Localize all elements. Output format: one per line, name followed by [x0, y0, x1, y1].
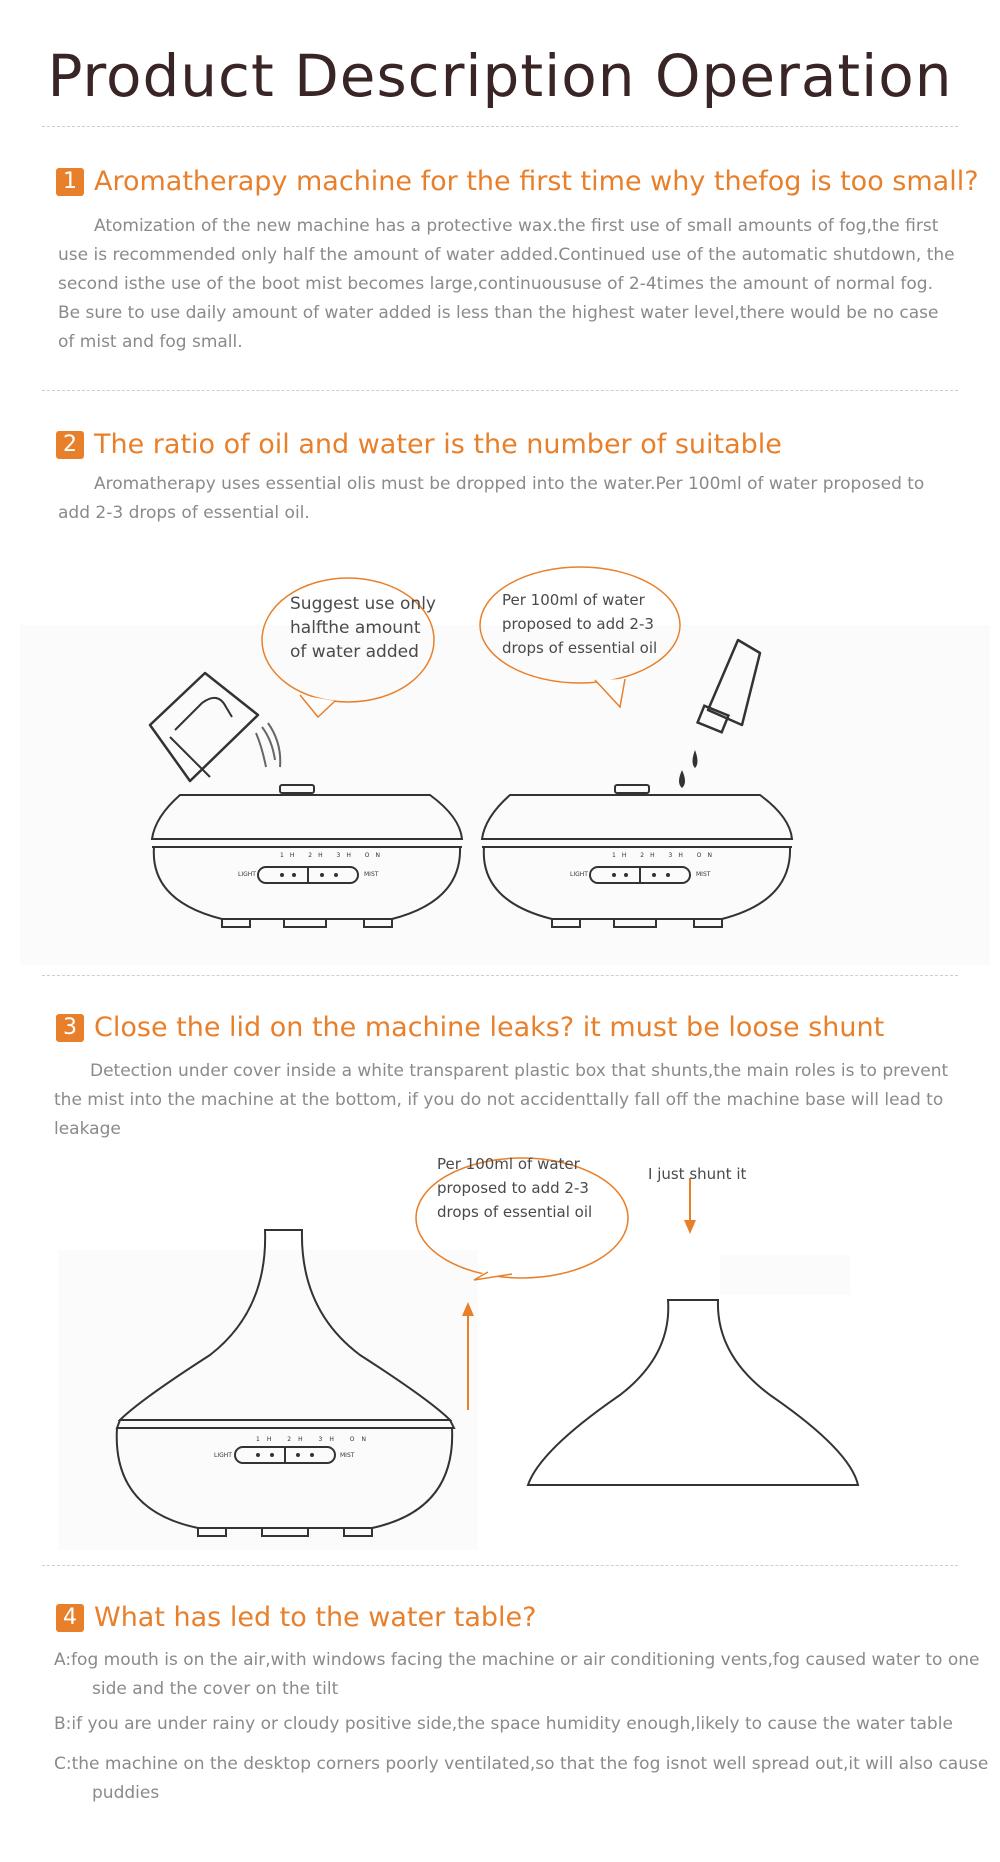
section-3-heading	[56, 1012, 884, 1043]
section-2-illustration	[0, 555, 1000, 975]
light-label-1: LIGHT	[238, 871, 256, 878]
section-2-title: The ratio of oil and water is the number of suitable	[94, 429, 782, 460]
bubble-oil-text: Per 100ml of water proposed to add 2-3 drops of essential oil	[502, 591, 658, 657]
section-2-body: Aromatherapy uses essential olis must be dropped into the water.Per 100ml of water proposed to add 2-3 drops of essential oil.	[58, 474, 925, 523]
mist-label-2: MIST	[696, 871, 711, 878]
timer-labels-2: 1H 2H 3H ON	[612, 852, 719, 859]
section-1-title: Aromatherapy machine for the first time why thefog is too small?	[94, 166, 979, 197]
section-1-heading	[56, 166, 979, 197]
section-1-body: Atomization of the new machine has a protective wax.the first use of small amounts of fog,the first use is recommended only half the amount of water added.Continued use of the automatic shutdown, the second isthe use of the boot mist becomes large,continuoususe of 2-4times the amount of normal fog. Be sure to use daily amount of water added is less than the highest water level,there would be no case of mist and fog small.	[58, 216, 955, 352]
shunt-label: I just shunt it	[648, 1165, 747, 1183]
mist-label-3: MIST	[340, 1452, 355, 1459]
timer-labels-3: 1H 2H 3H ON	[256, 1436, 374, 1443]
section-4-item-c: C:the machine on the desktop corners poorly ventilated,so that the fog isnot well spread out,it will also cause puddies	[54, 1754, 989, 1803]
divider	[42, 390, 958, 391]
mist-label-1: MIST	[364, 871, 379, 878]
section-4-item-a: A:fog mouth is on the air,with windows facing the machine or air conditioning vents,fog caused water to one side and the cover on the tilt	[54, 1650, 980, 1699]
light-label-2: LIGHT	[570, 871, 588, 878]
section-2-number: 2	[56, 431, 84, 459]
section-4-number: 4	[56, 1604, 84, 1632]
section-2-heading	[56, 429, 782, 460]
bubble-water-text: Suggest use only halfthe amount of water added	[290, 594, 436, 662]
section-3-number: 3	[56, 1014, 84, 1042]
section-1-number: 1	[56, 168, 84, 196]
section-3-body: Detection under cover inside a white transparent plastic box that shunts,the main roles is to prevent the mist into the machine at the bottom, if you do not accidenttally fall off the machine base will lead to leakage	[54, 1061, 949, 1139]
page-title: Product Description Operation	[47, 42, 953, 110]
light-label-3: LIGHT	[214, 1452, 232, 1459]
divider	[42, 975, 958, 976]
bubble-shunt-text: Per 100ml of water proposed to add 2-3 drops of essential oil	[437, 1155, 593, 1221]
timer-labels-1: 1H 2H 3H ON	[280, 852, 387, 859]
divider	[42, 126, 958, 127]
section-4-item-b: B:if you are under rainy or cloudy positive side,the space humidity enough,likely to cause the water table	[54, 1714, 953, 1734]
diffuser-cover	[528, 1300, 858, 1485]
section-4-heading	[56, 1602, 536, 1633]
down-arrow-icon	[684, 1178, 696, 1234]
section-3-title: Close the lid on the machine leaks? it must be loose shunt	[94, 1012, 885, 1043]
section-4-title: What has led to the water table?	[94, 1602, 537, 1633]
divider	[42, 1565, 958, 1566]
